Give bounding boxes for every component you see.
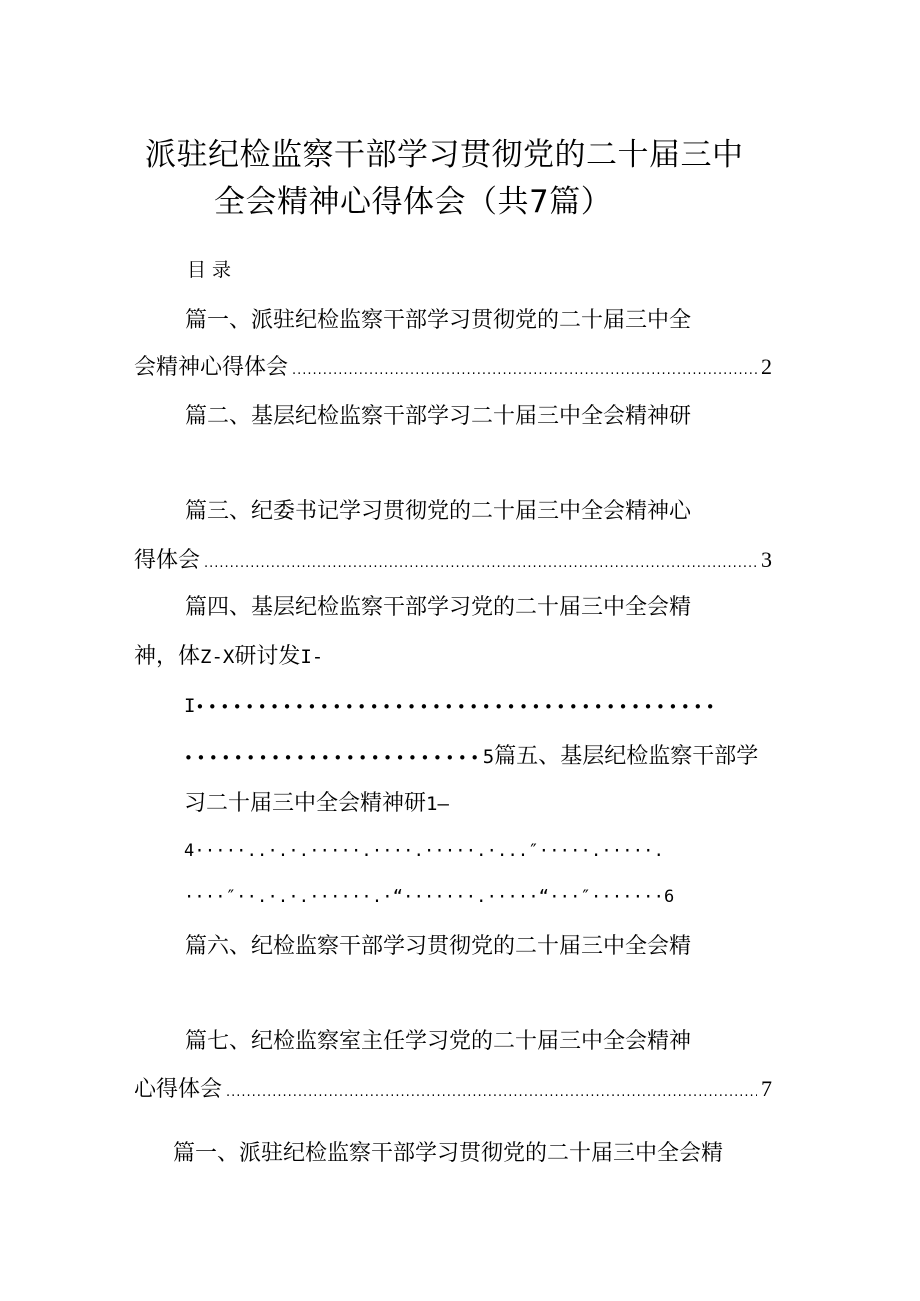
toc-entry-4-line-3-prefix: I bbox=[184, 695, 196, 717]
toc-entry-4-bullet-leader-2: •••••••••••••••••••••••• bbox=[184, 749, 483, 767]
toc-entry-1-line-2: 会精神心得体会 bbox=[134, 355, 289, 380]
toc-entry-1-dot-leader bbox=[292, 364, 757, 377]
toc-entry-7-page-number: 7 bbox=[761, 1076, 772, 1101]
toc-entry-4-line-2-code: Z-X bbox=[200, 646, 235, 668]
toc-entry-1-line-1[interactable]: 篇一、派驻纪检监察干部学习贯彻党的二十届三中全 bbox=[185, 308, 692, 333]
toc-entry-5-dot-leader-1: 4·····..·.·.·····.····.·····.·...″·····.·····. bbox=[184, 841, 665, 861]
toc-entry-7-dot-leader bbox=[226, 1086, 757, 1099]
toc-entry-3-dot-leader bbox=[204, 557, 757, 570]
toc-entry-5-line-2-code: 1— bbox=[426, 793, 449, 815]
toc-heading: 目录 bbox=[187, 259, 238, 281]
toc-entry-5-line-1[interactable]: 篇五、基层纪检监察干部学 bbox=[494, 744, 759, 769]
toc-entry-3-leader-row[interactable] bbox=[134, 549, 772, 572]
toc-entry-3-line-2: 得体会 bbox=[134, 548, 201, 573]
toc-entry-4-line-2 bbox=[134, 646, 323, 668]
toc-entry-4-line-1[interactable]: 篇四、基层纪检监察干部学习党的二十届三中全会精 bbox=[185, 595, 692, 620]
toc-entry-6-line-1[interactable]: 篇六、纪检监察干部学习贯彻党的二十届三中全会精 bbox=[185, 934, 692, 959]
toc-entry-4-bullet-leader-1: •••••••••••••••••••••••••••••••••••••••••• bbox=[195, 698, 719, 716]
toc-entry-4-line-4 bbox=[184, 746, 758, 768]
toc-entry-1-leader-row[interactable] bbox=[134, 356, 772, 379]
toc-entry-7-leader-row[interactable] bbox=[134, 1078, 772, 1101]
document-title-line-2: 全会精神心得体会（共7篇） bbox=[214, 184, 613, 220]
toc-entry-4-line-2-text-2: 研讨发 bbox=[234, 644, 301, 669]
document-title-line-1: 派驻纪检监察干部学习贯彻党的二十届三中 bbox=[145, 137, 744, 173]
toc-entry-4-line-2-code-2: I- bbox=[300, 646, 324, 668]
toc-entry-5-line-2 bbox=[184, 793, 449, 815]
toc-entry-3-line-1[interactable]: 篇三、纪委书记学习贯彻党的二十届三中全会精神心 bbox=[185, 499, 692, 524]
toc-entry-5-line-2-text: 习二十届三中全会精神研 bbox=[184, 791, 427, 816]
toc-entry-2-line-1[interactable]: 篇二、基层纪检监察干部学习二十届三中全会精神研 bbox=[185, 404, 692, 429]
section-1-heading: 篇一、派驻纪检监察干部学习贯彻党的二十届三中全会精 bbox=[173, 1141, 724, 1166]
toc-entry-7-line-1[interactable]: 篇七、纪检监察室主任学习党的二十届三中全会精神 bbox=[185, 1029, 692, 1054]
toc-entry-4-line-3 bbox=[184, 697, 718, 716]
toc-entry-5-dot-leader-2: ····″··.·.·.······.·“·······.·····“···″·······6 bbox=[184, 887, 675, 907]
toc-entry-4-line-2-text: 神，体 bbox=[134, 644, 201, 669]
toc-entry-1-page-number: 2 bbox=[761, 354, 772, 379]
toc-entry-7-line-2: 心得体会 bbox=[134, 1077, 223, 1102]
toc-entry-4-page-number: 5 bbox=[482, 746, 495, 768]
toc-entry-3-page-number: 3 bbox=[761, 547, 772, 572]
